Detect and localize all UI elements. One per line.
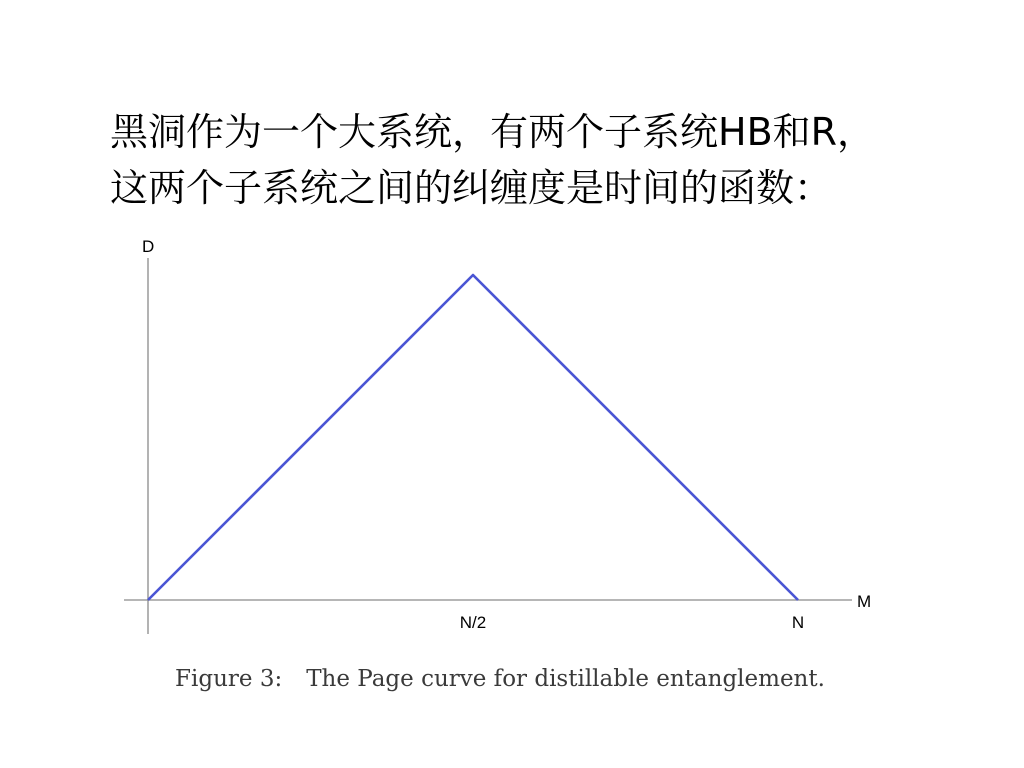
chart-series [148, 275, 798, 600]
figure-caption [0, 666, 1000, 692]
title-line-2: 这两个子系统之间的纠缠度是时间的函数： [110, 166, 833, 210]
y-axis-label: D [142, 237, 155, 256]
page-curve-line [148, 275, 798, 600]
x-tick-label: N [791, 613, 805, 632]
caption-label: Figure 3: [175, 666, 283, 692]
chart-axes [124, 237, 871, 634]
x-tick-labels [460, 613, 804, 632]
x-tick-label: N/2 [459, 613, 487, 632]
x-axis-label: M [857, 592, 872, 611]
caption-text: The Page curve for distillable entanglement. [306, 666, 825, 692]
title-line-1: 黑洞作为一个大系统，有两个子系统HB和R， [110, 110, 876, 154]
